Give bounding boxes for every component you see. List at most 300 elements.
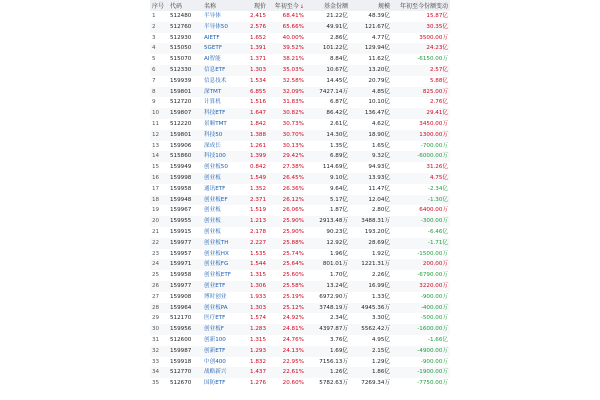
row-code: 159906 — [170, 142, 192, 149]
row-price: 1.516 — [249, 99, 266, 106]
row-price: 1.303 — [249, 66, 266, 73]
table-row[interactable] — [150, 281, 450, 292]
table-row[interactable] — [150, 270, 450, 281]
row-code: 159971 — [170, 261, 192, 268]
row-fund-shares: 6.87亿 — [329, 99, 348, 106]
row-price: 1.832 — [249, 358, 266, 365]
row-fund-shares: 6972.90万 — [319, 293, 348, 300]
row-price: 1.293 — [249, 347, 266, 354]
row-share-change: 15.87亿 — [426, 13, 448, 19]
row-ytd-change: 30.13% — [282, 142, 304, 149]
row-price: 1.842 — [249, 120, 266, 127]
row-name: 创业板EF — [204, 196, 228, 203]
row-share-change: 3500.00万 — [419, 34, 448, 41]
row-fund-shares: 2.34亿 — [329, 315, 348, 322]
row-code: 512760 — [170, 23, 192, 30]
row-share-change: 3450.00万 — [419, 120, 448, 127]
row-index: 16 — [152, 174, 160, 181]
row-name: 创业板 — [204, 218, 221, 225]
row-code: 159977 — [170, 239, 192, 246]
row-share-change: -700.00万 — [420, 142, 448, 149]
table-row[interactable] — [150, 378, 450, 389]
row-scale: 3.30亿 — [371, 315, 390, 322]
row-price: 1.652 — [249, 34, 266, 41]
row-code: 159964 — [170, 304, 192, 311]
row-price: 1.283 — [249, 326, 266, 333]
row-code: 159958 — [170, 185, 192, 192]
row-scale: 4.62亿 — [371, 120, 390, 127]
row-ytd-change: 26.06% — [282, 207, 304, 214]
row-price: 1.535 — [249, 250, 266, 257]
row-name: 创新ETF — [204, 347, 226, 354]
row-share-change: -1.71亿 — [427, 239, 448, 246]
row-code: 159918 — [170, 358, 192, 365]
row-price: 1.352 — [249, 185, 266, 192]
row-code: 515070 — [170, 56, 192, 63]
row-name: 科技100 — [204, 153, 226, 160]
row-code: 159957 — [170, 250, 192, 257]
row-scale: 28.69亿 — [368, 239, 390, 246]
row-ytd-change: 26.36% — [282, 185, 304, 192]
row-code: 512770 — [170, 369, 192, 376]
row-fund-shares: 86.42亿 — [326, 110, 348, 117]
row-name: 创业板ETF — [204, 272, 231, 279]
row-scale: 94.93亿 — [368, 164, 390, 171]
row-price: 1.371 — [249, 56, 266, 63]
row-share-change: -6.46亿 — [427, 228, 448, 235]
table-body — [150, 11, 450, 389]
row-index: 15 — [152, 164, 160, 171]
row-share-change: 1300.00万 — [419, 131, 448, 138]
row-name: AI智能 — [204, 56, 221, 63]
table-row[interactable] — [150, 141, 450, 152]
row-name: 创业板PA — [204, 304, 228, 311]
table-row[interactable] — [150, 313, 450, 324]
row-name: 半导体 — [204, 13, 221, 19]
row-scale: 2.15亿 — [371, 347, 390, 354]
row-scale: 10.10亿 — [368, 99, 390, 106]
row-share-change: -900.00万 — [420, 293, 448, 300]
row-scale: 5562.42万 — [361, 326, 390, 333]
row-fund-shares: 14.45亿 — [326, 77, 348, 84]
row-name: 半导体50 — [204, 23, 228, 30]
row-fund-shares: 3748.19万 — [319, 304, 348, 311]
row-ytd-change: 25.58% — [282, 282, 304, 289]
row-scale: 1221.31万 — [361, 261, 390, 268]
row-scale: 129.94亿 — [364, 45, 390, 52]
row-index: 24 — [152, 261, 160, 268]
row-ytd-change: 25.64% — [282, 261, 304, 268]
row-price: 2.576 — [249, 23, 266, 30]
row-fund-shares: 10.67亿 — [326, 66, 348, 73]
row-share-change: -1.66亿 — [427, 336, 448, 343]
header-code[interactable]: 代码 — [170, 3, 183, 10]
row-fund-shares: 1.96亿 — [329, 250, 348, 257]
etf-ranking-table — [150, 0, 450, 389]
table-row[interactable] — [150, 11, 450, 22]
row-index: 31 — [152, 336, 160, 343]
row-price: 1.315 — [249, 272, 266, 279]
row-scale: 7269.34万 — [361, 380, 390, 387]
row-code: 159801 — [170, 88, 192, 95]
row-ytd-change: 32.58% — [282, 77, 304, 84]
row-name: 科技50 — [204, 131, 223, 138]
row-share-change: -6000.00万 — [417, 153, 448, 160]
row-scale: 2.26亿 — [371, 272, 390, 279]
row-share-change: -7750.00万 — [417, 380, 448, 387]
table-row[interactable] — [150, 43, 450, 54]
row-name: 创业板50 — [204, 164, 228, 171]
row-scale: 1.33亿 — [371, 293, 390, 300]
row-share-change: 3220.00万 — [419, 282, 448, 289]
row-code: 159949 — [170, 164, 192, 171]
row-scale: 16.99亿 — [368, 282, 390, 289]
row-name: 信息ETF — [204, 66, 226, 73]
row-name: 中创400 — [204, 358, 226, 365]
row-share-change: 200.00万 — [422, 261, 448, 268]
row-scale: 136.47亿 — [364, 110, 390, 117]
row-code: 512720 — [170, 99, 192, 106]
row-name: 战略新兴 — [204, 369, 227, 376]
row-code: 512330 — [170, 66, 192, 73]
row-share-change: -900.00万 — [420, 358, 448, 365]
row-fund-shares: 1.70亿 — [329, 272, 348, 279]
row-index: 9 — [152, 99, 156, 106]
row-name: 科技ETF — [204, 110, 226, 117]
row-share-change: -1900.00万 — [417, 369, 448, 376]
table-row[interactable] — [150, 54, 450, 65]
table-row[interactable] — [150, 292, 450, 303]
row-code: 159948 — [170, 196, 192, 203]
row-share-change: -500.00万 — [420, 315, 448, 322]
row-index: 2 — [152, 23, 156, 30]
row-scale: 4.95亿 — [371, 336, 390, 343]
row-scale: 1.86亿 — [371, 369, 390, 376]
table-row[interactable] — [150, 367, 450, 378]
table-row[interactable] — [150, 227, 450, 238]
row-ytd-change: 25.88% — [282, 239, 304, 246]
row-fund-shares: 7427.14万 — [319, 88, 348, 95]
row-code: 159967 — [170, 207, 192, 214]
table-row[interactable] — [150, 249, 450, 260]
row-fund-shares: 3.76亿 — [329, 336, 348, 343]
table-row[interactable] — [150, 238, 450, 249]
row-price: 1.647 — [249, 110, 266, 117]
row-scale: 13.93亿 — [368, 174, 390, 181]
table-row[interactable] — [150, 173, 450, 184]
row-share-change: 2.57亿 — [429, 66, 448, 73]
row-scale: 4.77亿 — [371, 34, 390, 41]
table-row[interactable] — [150, 33, 450, 44]
row-scale: 2.80亿 — [371, 207, 390, 214]
row-price: 1.388 — [249, 131, 266, 138]
row-ytd-change: 31.83% — [282, 99, 304, 106]
row-share-change: -4900.00万 — [417, 347, 448, 354]
header-price[interactable]: 现价 — [253, 3, 266, 10]
row-index: 12 — [152, 131, 160, 138]
row-fund-shares: 1.69亿 — [329, 347, 348, 354]
row-share-change: -1.30亿 — [427, 196, 448, 203]
row-code: 512930 — [170, 34, 192, 41]
etf-ranking-table-container — [150, 0, 450, 400]
row-index: 19 — [152, 207, 160, 214]
row-scale: 20.79亿 — [368, 77, 390, 84]
row-share-change: 29.41亿 — [426, 110, 448, 117]
row-index: 6 — [152, 66, 156, 73]
table-header-row — [150, 0, 450, 11]
table-row[interactable] — [150, 216, 450, 227]
row-scale: 48.39亿 — [368, 13, 390, 19]
row-scale: 1.92亿 — [371, 250, 390, 257]
row-ytd-change: 65.66% — [282, 23, 304, 30]
header-share-change[interactable]: 年初至今份额变动 — [399, 3, 448, 10]
row-index: 28 — [152, 304, 160, 311]
row-code: 159939 — [170, 77, 192, 84]
row-index: 17 — [152, 185, 160, 192]
row-index: 5 — [152, 56, 156, 63]
row-scale: 4945.36万 — [361, 304, 390, 311]
row-scale: 121.67亿 — [364, 23, 390, 30]
row-code: 515860 — [170, 153, 192, 160]
table-row[interactable] — [150, 22, 450, 33]
row-index: 14 — [152, 153, 160, 160]
table-row[interactable] — [150, 108, 450, 119]
table-row[interactable] — [150, 162, 450, 173]
table-row[interactable] — [150, 335, 450, 346]
row-ytd-change: 30.70% — [282, 131, 304, 138]
row-fund-shares: 5.17亿 — [329, 196, 348, 203]
row-index: 11 — [152, 120, 160, 127]
row-name: 景顺TMT — [204, 120, 227, 127]
row-share-change: 24.23亿 — [426, 45, 448, 52]
row-ytd-change: 26.45% — [282, 174, 304, 181]
row-fund-shares: 1.35亿 — [329, 142, 348, 149]
row-ytd-change: 35.03% — [282, 66, 304, 73]
row-scale: 4.85亿 — [371, 88, 390, 95]
row-index: 22 — [152, 239, 160, 246]
row-share-change: 825.00万 — [422, 88, 448, 95]
table-row[interactable] — [150, 130, 450, 141]
row-price: 1.261 — [249, 142, 266, 149]
row-name: 医疗ETF — [204, 315, 226, 322]
row-name: 博时创业 — [204, 293, 227, 300]
row-name: 创业板F — [204, 326, 224, 333]
row-name: 创业板HX — [204, 250, 229, 257]
row-share-change: 2.76亿 — [429, 99, 448, 106]
header-index[interactable]: 序号 — [152, 3, 165, 10]
row-name: 深成长 — [204, 142, 221, 149]
row-price: 2.178 — [249, 228, 266, 235]
row-index: 21 — [152, 228, 160, 235]
row-ytd-change: 30.82% — [282, 110, 304, 117]
row-name: 创业板FG — [204, 261, 229, 268]
row-share-change: -300.00万 — [420, 218, 448, 225]
row-price: 0.842 — [249, 164, 266, 171]
row-share-change: 4.75亿 — [429, 174, 448, 181]
row-price: 1.213 — [249, 218, 266, 225]
row-code: 159955 — [170, 218, 192, 225]
row-fund-shares: 2913.48万 — [319, 218, 348, 225]
row-index: 32 — [152, 347, 160, 354]
row-scale: 12.04亿 — [368, 196, 390, 203]
row-price: 1.399 — [249, 153, 266, 160]
row-fund-shares: 101.22亿 — [322, 45, 348, 52]
row-index: 27 — [152, 293, 160, 300]
row-code: 159908 — [170, 293, 192, 300]
row-code: 159958 — [170, 272, 192, 279]
row-index: 23 — [152, 250, 160, 257]
row-price: 1.544 — [249, 261, 266, 268]
row-ytd-change: 24.92% — [282, 315, 304, 322]
row-ytd-change: 27.38% — [282, 164, 304, 171]
row-fund-shares: 114.69亿 — [322, 164, 348, 171]
row-fund-shares: 6.89亿 — [329, 153, 348, 160]
table-row[interactable] — [150, 205, 450, 216]
row-price: 2.415 — [249, 13, 266, 19]
row-index: 10 — [152, 110, 160, 117]
row-share-change: 30.35亿 — [426, 23, 448, 30]
row-ytd-change: 25.60% — [282, 272, 304, 279]
table-row[interactable] — [150, 151, 450, 162]
row-share-change: 5.88亿 — [429, 77, 448, 84]
row-code: 159998 — [170, 174, 192, 181]
row-price: 2.227 — [249, 239, 266, 246]
row-ytd-change: 25.90% — [282, 218, 304, 225]
row-fund-shares: 90.23亿 — [326, 228, 348, 235]
table-row[interactable] — [150, 76, 450, 87]
row-index: 35 — [152, 380, 160, 387]
row-index: 25 — [152, 272, 160, 279]
row-share-change: -6790.00万 — [417, 272, 448, 279]
row-fund-shares: 1.87亿 — [329, 207, 348, 214]
row-share-change: -2.34亿 — [427, 185, 448, 192]
row-ytd-change: 24.13% — [282, 347, 304, 354]
row-fund-shares: 9.10亿 — [329, 174, 348, 181]
row-code: 512170 — [170, 315, 192, 322]
row-code: 512480 — [170, 13, 192, 19]
row-price: 1.306 — [249, 282, 266, 289]
table-row[interactable] — [150, 97, 450, 108]
row-index: 1 — [152, 13, 156, 19]
row-code: 159915 — [170, 228, 192, 235]
row-scale: 1.29亿 — [371, 358, 390, 365]
table-row[interactable] — [150, 184, 450, 195]
table-row[interactable] — [150, 303, 450, 314]
sort-descending-icon: ↓ — [299, 4, 304, 10]
row-share-change: -1500.00万 — [417, 250, 448, 257]
row-code: 515050 — [170, 45, 192, 52]
row-fund-shares: 13.24亿 — [326, 282, 348, 289]
row-price: 1.437 — [249, 369, 266, 376]
row-ytd-change: 68.41% — [282, 13, 304, 19]
row-share-change: 6400.00万 — [419, 207, 448, 214]
table-row[interactable] — [150, 119, 450, 130]
row-share-change: 31.26亿 — [426, 164, 448, 171]
row-ytd-change: 26.12% — [282, 196, 304, 203]
row-ytd-change: 30.73% — [282, 120, 304, 127]
row-fund-shares: 801.01万 — [322, 261, 348, 268]
row-price: 1.303 — [249, 304, 266, 311]
row-ytd-change: 22.95% — [282, 358, 304, 365]
row-price: 1.519 — [249, 207, 266, 214]
row-ytd-change: 25.19% — [282, 293, 304, 300]
table-row[interactable] — [150, 87, 450, 98]
row-scale: 1.65亿 — [371, 142, 390, 149]
row-name: AIETF — [204, 34, 220, 41]
row-ytd-change: 24.81% — [282, 326, 304, 333]
row-ytd-change: 29.42% — [282, 153, 304, 160]
row-fund-shares: 2.61亿 — [329, 120, 348, 127]
row-price: 1.391 — [249, 45, 266, 52]
row-price: 1.574 — [249, 315, 266, 322]
row-code: 159977 — [170, 282, 192, 289]
row-ytd-change: 25.74% — [282, 250, 304, 257]
row-ytd-change: 20.60% — [282, 380, 304, 387]
row-scale: 11.47亿 — [368, 185, 390, 192]
row-index: 30 — [152, 326, 160, 333]
table-row[interactable] — [150, 357, 450, 368]
row-name: 计算机 — [204, 99, 221, 106]
row-price: 1.315 — [249, 336, 266, 343]
header-name[interactable]: 名称 — [204, 3, 217, 10]
row-scale: 3488.31万 — [361, 218, 390, 225]
table-row[interactable] — [150, 346, 450, 357]
header-fund-shares[interactable]: 基金份额 — [323, 3, 348, 10]
row-scale: 13.20亿 — [368, 66, 390, 73]
row-ytd-change: 25.12% — [282, 304, 304, 311]
row-index: 33 — [152, 358, 160, 365]
row-price: 1.276 — [249, 380, 266, 387]
row-index: 29 — [152, 315, 160, 322]
row-code: 512600 — [170, 336, 192, 343]
row-name: 深TMT — [204, 88, 222, 95]
table-row[interactable] — [150, 195, 450, 206]
row-fund-shares: 9.64亿 — [329, 185, 348, 192]
row-name: 创业板TH — [204, 239, 229, 246]
header-ytd[interactable]: 年初至今↓ — [274, 3, 304, 10]
row-fund-shares: 2.86亿 — [329, 34, 348, 41]
row-scale: 193.20亿 — [364, 228, 390, 235]
table-row[interactable] — [150, 324, 450, 335]
row-code: 159807 — [170, 110, 192, 117]
row-scale: 11.62亿 — [368, 56, 390, 63]
table-row[interactable] — [150, 65, 450, 76]
row-code: 512670 — [170, 380, 192, 387]
row-fund-shares: 1.26亿 — [329, 369, 348, 376]
row-index: 4 — [152, 45, 156, 52]
row-share-change: -6150.00万 — [417, 56, 448, 63]
row-name: 信息技术 — [204, 77, 227, 84]
row-index: 34 — [152, 369, 160, 376]
row-fund-shares: 7156.13万 — [319, 358, 348, 365]
row-price: 6.855 — [249, 88, 266, 95]
row-fund-shares: 8.84亿 — [329, 56, 348, 63]
row-index: 20 — [152, 218, 160, 225]
row-index: 18 — [152, 196, 160, 203]
table-row[interactable] — [150, 259, 450, 270]
row-code: 159987 — [170, 347, 192, 354]
row-name: 创业ETF — [204, 282, 226, 289]
row-name: 创业板 — [204, 228, 221, 235]
row-code: 512220 — [170, 120, 192, 127]
row-fund-shares: 5782.63万 — [319, 380, 348, 387]
header-scale[interactable]: 规模 — [377, 3, 390, 10]
row-ytd-change: 24.76% — [282, 336, 304, 343]
row-price: 1.933 — [249, 293, 266, 300]
row-fund-shares: 4397.87万 — [319, 326, 348, 333]
row-share-change: -400.00万 — [420, 304, 448, 311]
row-name: 创新100 — [204, 336, 226, 343]
